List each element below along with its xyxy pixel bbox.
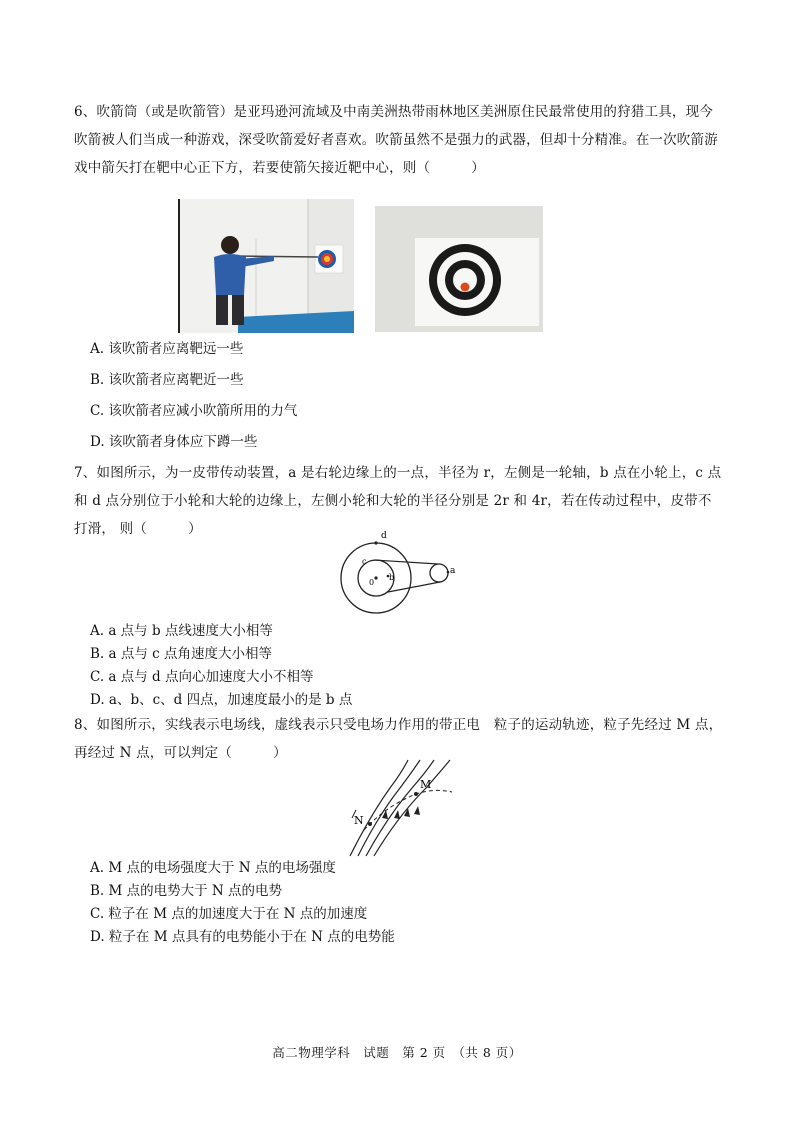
q8-option-a: A. M 点的电场强度大于 N 点的电场强度 <box>90 860 336 876</box>
q7-option-c: C. a 点与 d 点向心加速度大小不相等 <box>90 669 314 685</box>
label-o: 0 <box>369 578 375 587</box>
q8-option-d: D. 粒子在 M 点具有的电势能小于在 N 点的电势能 <box>90 929 395 945</box>
belt-drive-diagram <box>336 528 466 618</box>
label-d: d <box>381 531 387 541</box>
target-illustration <box>375 206 543 332</box>
figure-electric-field <box>346 758 458 862</box>
question-8-text: 8、如图所示，实线表示电场线，虚线表示只受电场力作用的带正电 粒子的运动轨迹，粒子先经过 M 点，再经过 N 点，可以判定（ ） <box>74 717 723 761</box>
label-n: N <box>354 814 364 827</box>
q8-option-b: B. M 点的电势大于 N 点的电势 <box>90 883 283 899</box>
q7-option-b: B. a 点与 c 点角速度大小相等 <box>90 646 272 662</box>
electric-field-diagram <box>346 758 458 858</box>
q6-option-a: A. 该吹箭者应离靶远一些 <box>90 341 244 357</box>
q7-option-d: D. a、b、c、d 四点，加速度最小的是 b 点 <box>90 692 353 708</box>
photo-target <box>375 206 543 336</box>
q6-option-d: D. 该吹箭者身体应下蹲一些 <box>90 434 258 450</box>
figure-belt-drive <box>336 528 466 622</box>
field-line-1 <box>350 760 408 856</box>
q8-option-c: C. 粒子在 M 点的加速度大于在 N 点的加速度 <box>90 906 368 922</box>
label-a: a <box>450 566 456 576</box>
blowgun-shooter-illustration <box>178 199 354 333</box>
q6-option-c: C. 该吹箭者应减小吹箭所用的力气 <box>90 403 298 419</box>
label-c: c <box>362 557 367 566</box>
belt-bottom <box>388 582 440 592</box>
q7-option-a: A. a 点与 b 点线速度大小相等 <box>90 623 273 639</box>
question-7-text: 7、如图所示，为一皮带传动装置，a 是右轮边缘上的一点，半径为 r，左侧是一轮轴，b 点在小轮上，c 点和 d 点分别位于小轮和大轮的边缘上，左侧小轮和大轮的半径分别是 2r 和 4r，若在传动过程中，皮带不打滑， 则（ ） <box>74 465 722 537</box>
question-6-text: 6、吹箭筒（或是吹箭管）是亚玛逊河流域及中南美洲热带雨林地区美洲原住民最常使用的狩猎工具，现今吹箭被人们当成一种游戏，深受吹箭爱好者喜欢。吹箭虽然不是强力的武器，但却十分精准。在一次吹箭游戏中箭矢打在靶中心正下方，若要使箭矢接近靶中心，则（ ） <box>74 104 718 176</box>
q6-option-b: B. 该吹箭者应离靶近一些 <box>90 372 244 388</box>
field-line-2 <box>358 760 420 856</box>
label-b: b <box>389 573 395 582</box>
page-footer: 高二物理学科 试题 第 2 页 （共 8 页） <box>272 1045 522 1060</box>
label-m: M <box>420 778 432 791</box>
photo-blowgun-shooter <box>178 199 354 337</box>
right-wheel <box>430 564 448 582</box>
